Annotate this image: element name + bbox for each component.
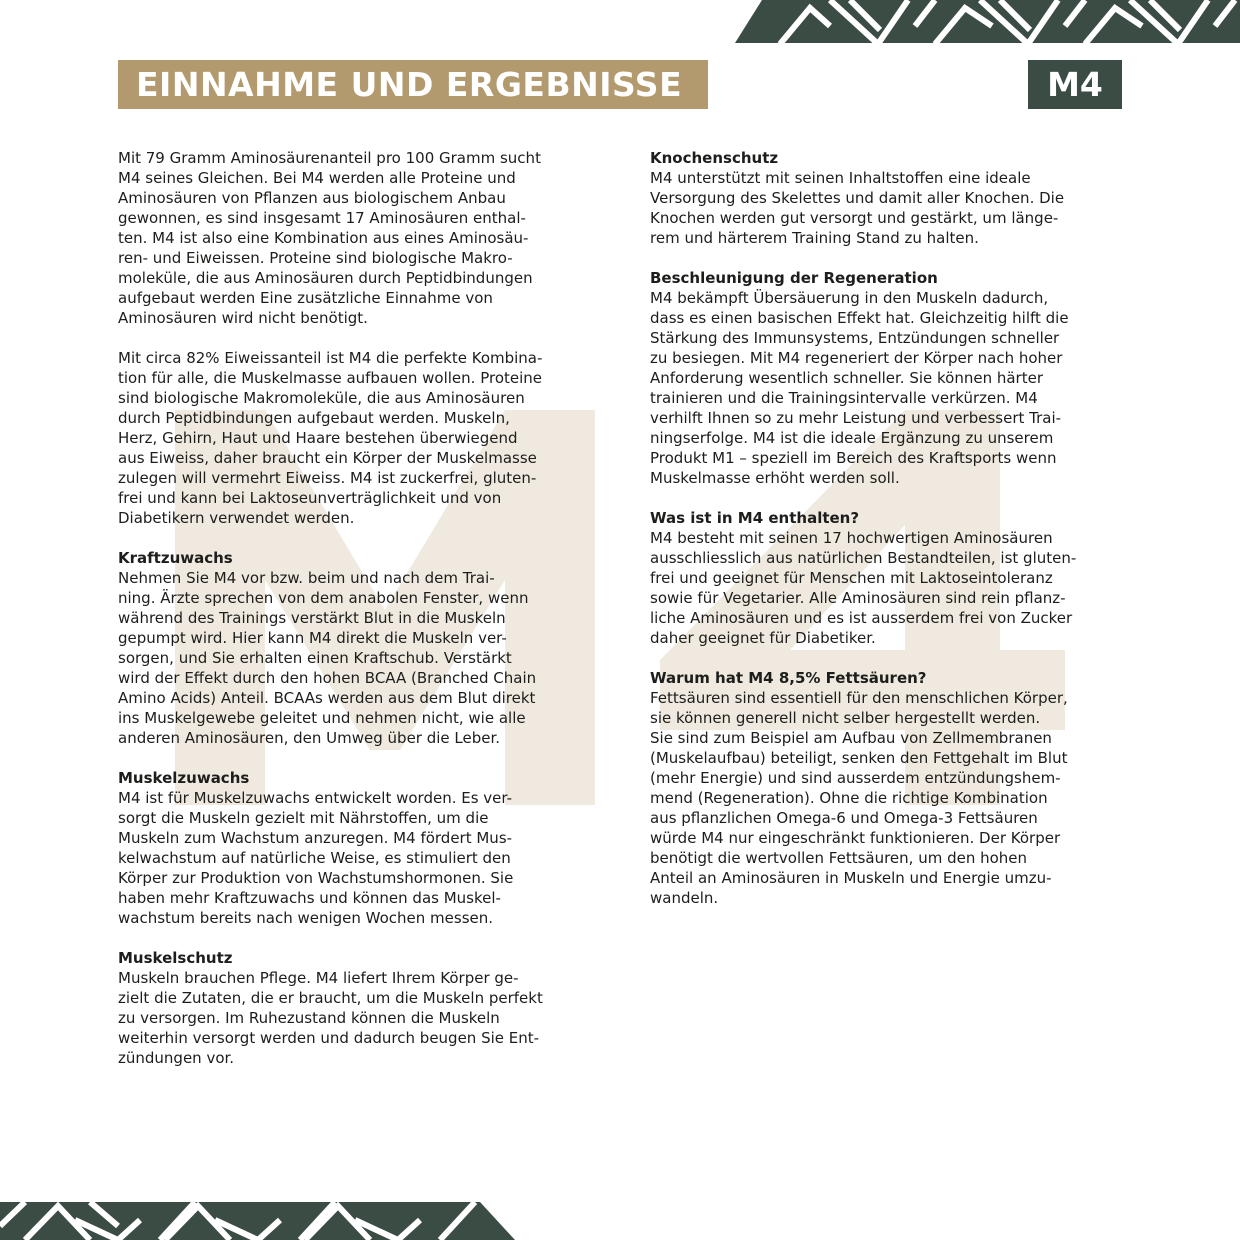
- text-line: Muskeln zum Wachstum anzuregen. M4 fördert Mus-: [118, 829, 513, 847]
- text-line: sorgt die Muskeln gezielt mit Nährstoffen, um die: [118, 809, 489, 827]
- text-section: [118, 548, 543, 748]
- section-heading: Was ist in M4 enthalten?: [650, 509, 860, 527]
- text-line: liche Aminosäuren und es ist ausserdem frei von Zucker: [650, 609, 1073, 627]
- section-heading: Muskelschutz: [118, 949, 233, 967]
- text-line: zu besiegen. Mit M4 regeneriert der Körper nach hoher: [650, 349, 1063, 367]
- text-line: Amino Acids) Anteil. BCAAs werden aus dem Blut direkt: [118, 689, 536, 707]
- text-line: während des Trainings verstärkt Blut in die Muskeln: [118, 609, 506, 627]
- text-line: sorgen, und Sie erhalten einen Kraftschub. Verstärkt: [118, 649, 512, 667]
- text-line: ningserfolge. M4 ist die ideale Ergänzung zu unserem: [650, 429, 1054, 447]
- text-line: (Muskelaufbau) beteiligt, senken den Fettgehalt im Blut: [650, 749, 1068, 767]
- text-line: ins Muskelgewebe geleitet und nehmen nicht, wie alle: [118, 709, 526, 727]
- text-line: Aminosäuren von Pflanzen aus biologischem Anbau: [118, 189, 506, 207]
- text-line: Fettsäuren sind essentiell für den menschlichen Körper,: [650, 689, 1068, 707]
- text-line: M4 besteht mit seinen 17 hochwertigen Aminosäuren: [650, 529, 1053, 547]
- bottom-pattern-decoration: [0, 1196, 520, 1240]
- text-line: (mehr Energie) und sind ausserdem entzündungshem-: [650, 769, 1061, 787]
- text-line: weiterhin versorgt werden und dadurch beugen Sie Ent-: [118, 1029, 540, 1047]
- text-line: zielt die Zutaten, die er braucht, um die Muskeln perfekt: [118, 989, 543, 1007]
- text-line: aus pflanzlichen Omega-6 und Omega-3 Fettsäuren: [650, 809, 1038, 827]
- text-section: [650, 508, 1076, 648]
- text-line: Mit 79 Gramm Aminosäurenanteil pro 100 Gramm sucht: [118, 149, 541, 167]
- text-line: M4 seines Gleichen. Bei M4 werden alle Proteine und: [118, 169, 516, 187]
- text-line: sowie für Vegetarier. Alle Aminosäuren sind rein pflanz-: [650, 589, 1066, 607]
- text-line: wachstum bereits nach wenigen Wochen messen.: [118, 909, 494, 927]
- text-line: Produkt M1 – speziell im Bereich des Kraftsports wenn: [650, 449, 1057, 467]
- text-line: Herz, Gehirn, Haut und Haare bestehen überwiegend: [118, 429, 518, 447]
- text-line: frei und geeignet für Menschen mit Laktoseintoleranz: [650, 569, 1053, 587]
- text-line: Aminosäuren wird nicht benötigt.: [118, 309, 368, 327]
- text-line: haben mehr Kraftzuwachs und können das Muskel-: [118, 889, 501, 907]
- text-section: [118, 948, 543, 1068]
- text-line: moleküle, die aus Aminosäuren durch Peptidbindungen: [118, 269, 533, 287]
- right-column: [650, 148, 1076, 928]
- text-line: Knochen werden gut versorgt und gestärkt, um länge-: [650, 209, 1059, 227]
- text-line: Nehmen Sie M4 vor bzw. beim und nach dem Trai-: [118, 569, 495, 587]
- text-line: dass es einen basischen Effekt hat. Gleichzeitig hilft die: [650, 309, 1069, 327]
- text-line: M4 ist für Muskelzuwachs entwickelt worden. Es ver-: [118, 789, 513, 807]
- text-line: würde M4 nur eingeschränkt funktionieren. Der Körper: [650, 829, 1061, 847]
- text-line: Versorgung des Skelettes und damit aller Knochen. Die: [650, 189, 1065, 207]
- text-line: Muskelmasse erhöht werden soll.: [650, 469, 900, 487]
- text-section: [118, 348, 543, 528]
- text-section: [118, 768, 543, 928]
- product-badge: M4: [1028, 60, 1122, 109]
- text-line: wird der Effekt durch den hohen BCAA (Branched Chain: [118, 669, 537, 687]
- text-line: aufgebaut werden Eine zusätzliche Einnahme von: [118, 289, 493, 307]
- text-line: sind biologische Makromoleküle, die aus Aminosäuren: [118, 389, 525, 407]
- text-line: aus Eiweiss, daher braucht ein Körper der Muskelmasse: [118, 449, 537, 467]
- text-line: Mit circa 82% Eiweissanteil ist M4 die perfekte Kombina-: [118, 349, 543, 367]
- text-line: trainieren und die Trainingsintervalle verkürzen. M4: [650, 389, 1038, 407]
- text-line: kelwachstum auf natürliche Weise, es stimuliert den: [118, 849, 511, 867]
- text-line: M4 bekämpft Übersäuerung in den Muskeln dadurch,: [650, 289, 1049, 307]
- text-line: Stärkung des Immunsystems, Entzündungen schneller: [650, 329, 1060, 347]
- text-line: ning. Ärzte sprechen von dem anabolen Fenster, wenn: [118, 589, 529, 607]
- text-line: gewonnen, es sind insgesamt 17 Aminosäuren enthal-: [118, 209, 526, 227]
- text-line: ten. M4 ist also eine Kombination aus eines Aminosäu-: [118, 229, 529, 247]
- text-line: wandeln.: [650, 889, 719, 907]
- text-line: zu versorgen. Im Ruhezustand können die Muskeln: [118, 1009, 500, 1027]
- section-heading: Knochenschutz: [650, 149, 779, 167]
- text-section: [650, 668, 1076, 908]
- left-column: [118, 148, 543, 1088]
- text-line: ausschliesslich aus natürlichen Bestandteilen, ist gluten-: [650, 549, 1077, 567]
- text-line: tion für alle, die Muskelmasse aufbauen wollen. Proteine: [118, 369, 543, 387]
- section-heading: Warum hat M4 8,5% Fettsäuren?: [650, 669, 927, 687]
- text-line: Körper zur Produktion von Wachstumshormonen. Sie: [118, 869, 514, 887]
- text-section: [650, 148, 1076, 248]
- text-line: zulegen will vermehrt Eiweiss. M4 ist zuckerfrei, gluten-: [118, 469, 537, 487]
- text-line: rem und härterem Training Stand zu halten.: [650, 229, 979, 247]
- text-section: [650, 268, 1076, 488]
- text-line: Diabetikern verwendet werden.: [118, 509, 355, 527]
- text-line: frei und kann bei Laktoseunverträglichkeit und von: [118, 489, 502, 507]
- section-heading: Beschleunigung der Regeneration: [650, 269, 938, 287]
- text-line: durch Peptidbindungen aufgebaut werden. Muskeln,: [118, 409, 510, 427]
- section-heading: Kraftzuwachs: [118, 549, 233, 567]
- text-line: daher geeignet für Diabetiker.: [650, 629, 876, 647]
- text-line: Sie sind zum Beispiel am Aufbau von Zellmembranen: [650, 729, 1052, 747]
- text-line: sie können generell nicht selber hergestellt werden.: [650, 709, 1041, 727]
- text-line: ren- und Eiweissen. Proteine sind biologische Makro-: [118, 249, 513, 267]
- text-line: zündungen vor.: [118, 1049, 235, 1067]
- page-title: EINNAHME UND ERGEBNISSE: [118, 60, 708, 109]
- text-line: M4 unterstützt mit seinen Inhaltstoffen eine ideale: [650, 169, 1031, 187]
- text-line: Anteil an Aminosäuren in Muskeln und Energie umzu-: [650, 869, 1052, 887]
- text-line: Anforderung wesentlich schneller. Sie können härter: [650, 369, 1044, 387]
- text-section: [118, 148, 543, 328]
- text-line: gepumpt wird. Hier kann M4 direkt die Muskeln ver-: [118, 629, 507, 647]
- text-line: benötigt die wertvollen Fettsäuren, um den hohen: [650, 849, 1028, 867]
- text-line: mend (Regeneration). Ohne die richtige Kombination: [650, 789, 1048, 807]
- text-line: verhilft Ihnen so zu mehr Leistung und verbessert Trai-: [650, 409, 1062, 427]
- text-line: Muskeln brauchen Pflege. M4 liefert Ihrem Körper ge-: [118, 969, 519, 987]
- section-heading: Muskelzuwachs: [118, 769, 250, 787]
- text-line: anderen Aminosäuren, den Umweg über die Leber.: [118, 729, 501, 747]
